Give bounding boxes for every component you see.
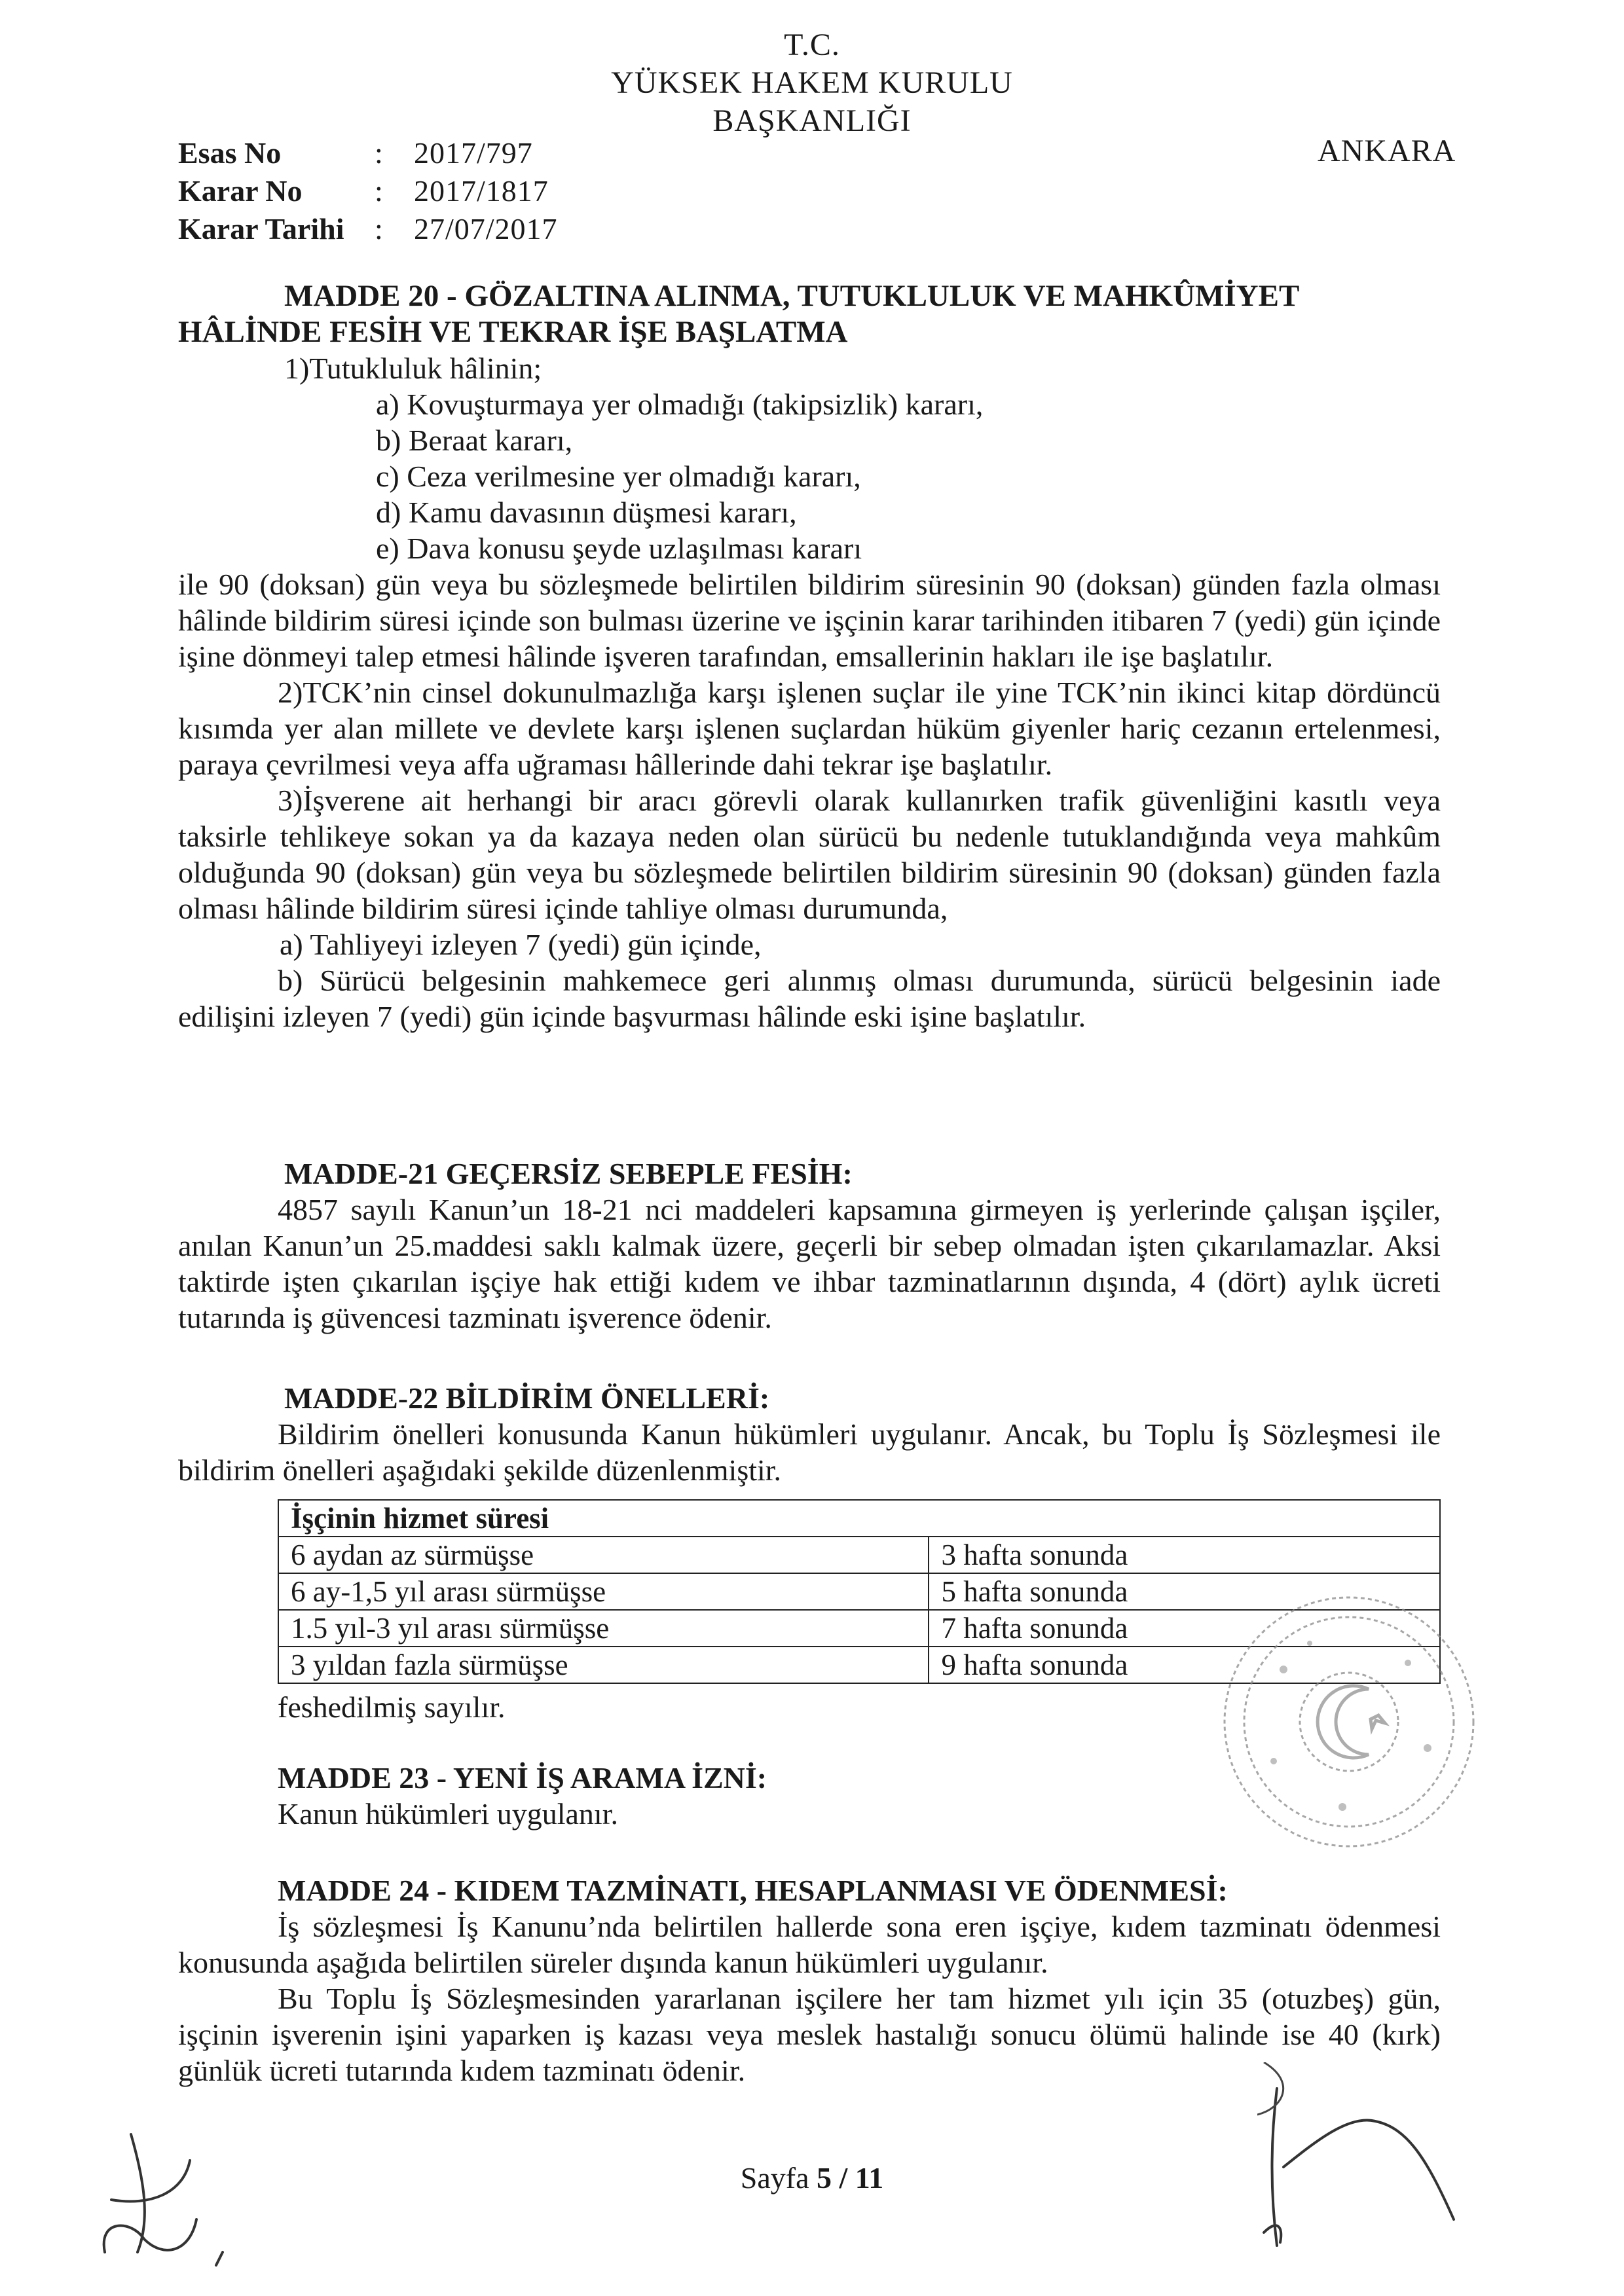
city-label: ANKARA [1318,134,1456,168]
header-line-tc: T.C. [784,27,840,62]
madde-24-title: MADDE 24 - KIDEM TAZMİNATI, HESAPLANMASI VE ÖDENMESİ: [278,1874,1228,1907]
notice-cell: 7 hafta sonunda [929,1610,1440,1647]
madde-24-p2: Bu Toplu İş Sözleşmesinden yararlanan işçilere her tam hizmet yılı için 35 (otuzbeş) gün, işçinin işverenin işini yaparken iş kazası veya meslek hastalığı sonucu ölümü halinde ise 40 (kırk) günlük ücreti tutarında kıdem tazminatı ödenir. [178,1982,1441,2087]
case-meta [178,134,558,248]
madde-22-body: Bildirim önelleri konusunda Kanun hükümleri uygulanır. Ancak, bu Toplu İş Sözleşmesi ile bildirim önelleri aşağıdaki şekilde düzenlenmiştir. [178,1417,1441,1487]
madde-20-section [178,278,1441,1034]
madde-21-body: 4857 sayılı Kanun’un 18-21 nci maddeleri kapsamına girmeyen iş yerlerinde çalışan işçiler, anılan Kanun’un 25.maddesi saklı kalmak üzere, geçerli bir sebep olmadan işten çıkarılamazlar. Aksi taktirde işten çıkarılan işçiye hak ettiği kıdem ve ihbar tazminatlarının dışında, 4 (dört) aylık ücreti tutarında iş güvencesi tazminatı işverence ödenir. [178,1193,1441,1334]
madde-20-p1-body: ile 90 (doksan) gün veya bu sözleşmede belirtilen bildirim süresinin 90 (doksan) günden fazla olması hâlinde bildirim süresi içinde son bulması üzerine ve işçinin karar tarihinden itibaren 7 (yedi) gün içinde işine dönmeyi talep etmesi hâlinde işveren tarafından, emsallerinin hakları ile işe başlatılır. [178,568,1441,673]
madde-21-section [178,1156,1441,1336]
madde-24-section [178,1872,1441,2088]
madde-22-title: MADDE-22 BİLDİRİM ÖNELLERİ: [284,1381,770,1415]
page-current: 5 [817,2161,832,2195]
madde-22-section [178,1380,1441,1488]
page-sep: / [832,2161,855,2195]
duration-cell: 6 ay-1,5 yıl arası sürmüşse [278,1573,929,1610]
madde-20-p3: 3)İşverene ait herhangi bir aracı görevli olarak kullanırken trafik güvenliğini kasıtlı veya taksirle tehlikeye sokan ya da kazaya neden olan sürücü bu nedenle tutuklandığında veya mahkûm olduğunda 90 (doksan) gün veya bu sözleşmede belirtilen bildirim süresinin 90 (doksan) günden fazla olması hâlinde bildirim süresi içinde tahliye olması durumunda, [178,784,1441,925]
meta-value: 27/07/2017 [414,212,558,246]
table-row [278,1537,1440,1573]
notice-cell: 3 hafta sonunda [929,1537,1440,1573]
signature-left-icon [92,2121,262,2272]
madde-22-after-text: feshedilmiş sayılır. [278,1690,506,1724]
meta-label: Karar Tarihi [178,212,344,246]
madde-21-title: MADDE-21 GEÇERSİZ SEBEPLE FESİH: [284,1157,853,1190]
madde-20-item-d: d) Kamu davasının düşmesi kararı, [376,496,797,529]
meta-value: 2017/1817 [414,174,549,208]
meta-row-karar: Karar No : 2017/1817 [178,172,558,210]
meta-value: 2017/797 [414,136,533,170]
madde-20-item-e: e) Dava konusu şeyde uzlaşılması kararı [376,532,862,565]
madde-20-item-c: c) Ceza verilmesine yer olmadığı kararı, [376,460,861,493]
madde-20-item-b: b) Beraat kararı, [376,424,573,457]
page-total: 11 [855,2161,884,2195]
meta-row-esas: Esas No : 2017/797 [178,134,558,172]
meta-label: Esas No [178,136,282,170]
madde-23-body: Kanun hükümleri uygulanır. [278,1797,618,1831]
madde-20-p2: 2)TCK’nin cinsel dokunulmazlığa karşı işlenen suçlar ile yine TCK’nin ikinci kitap dördüncü kısımda yer alan millete ve devlete karşı işlenen suçlardan hüküm giyenler hariç cezanın ertelenmesi, paraya çevrilmesi veya affa uğraması hâllerinde dahi tekrar işe başlatılır. [178,676,1441,781]
meta-label: Karar No [178,174,303,208]
table-header-cell: İşçinin hizmet süresi [278,1500,1440,1537]
official-seal-stamp-icon [1211,1584,1486,1859]
header-line-institution: YÜKSEK HAKEM KURULU [611,65,1013,100]
madde-24-p1: İş sözleşmesi İş Kanunu’nda belirtilen hallerde sona eren işçiye, kıdem tazminatı ödenmesi konusunda aşağıda belirtilen süreler dışında kanun hükümleri uygulanır. [178,1910,1441,1979]
duration-cell: 3 yıldan fazla sürmüşse [278,1647,929,1683]
madde-20-title: MADDE 20 - GÖZALTINA ALINMA, TUTUKLULUK VE MAHKÛMİYET HÂLİNDE FESİH VE TEKRAR İŞE BAŞLATMA [178,279,1299,349]
duration-cell: 1.5 yıl-3 yıl arası sürmüşse [278,1610,929,1647]
madde-20-item-a: a) Kovuşturmaya yer olmadığı (takipsizlik) kararı, [376,388,984,421]
madde-20-p3b: b) Sürücü belgesinin mahkemece geri alınmış olması durumunda, sürücü belgesinin iade edilişini izleyen 7 (yedi) gün içinde başvurması hâlinde eski işine başlatılır. [178,964,1441,1033]
institution-header [0,26,1624,140]
meta-row-tarih: Karar Tarihi : 27/07/2017 [178,210,558,248]
madde-23-title: MADDE 23 - YENİ İŞ ARAMA İZNİ: [278,1761,767,1795]
signature-right-icon [1257,2062,1473,2259]
header-line-presidency: BAŞKANLIĞI [712,103,912,138]
table-header-row [278,1500,1440,1537]
duration-cell: 6 aydan az sürmüşse [278,1537,929,1573]
notice-cell: 9 hafta sonunda [929,1647,1440,1683]
notice-cell: 5 hafta sonunda [929,1573,1440,1610]
page-prefix: Sayfa [740,2161,817,2195]
madde-20-p1-intro: 1)Tutukluluk hâlinin; [284,352,542,385]
madde-20-p3a: a) Tahliyeyi izleyen 7 (yedi) gün içinde, [280,928,762,961]
